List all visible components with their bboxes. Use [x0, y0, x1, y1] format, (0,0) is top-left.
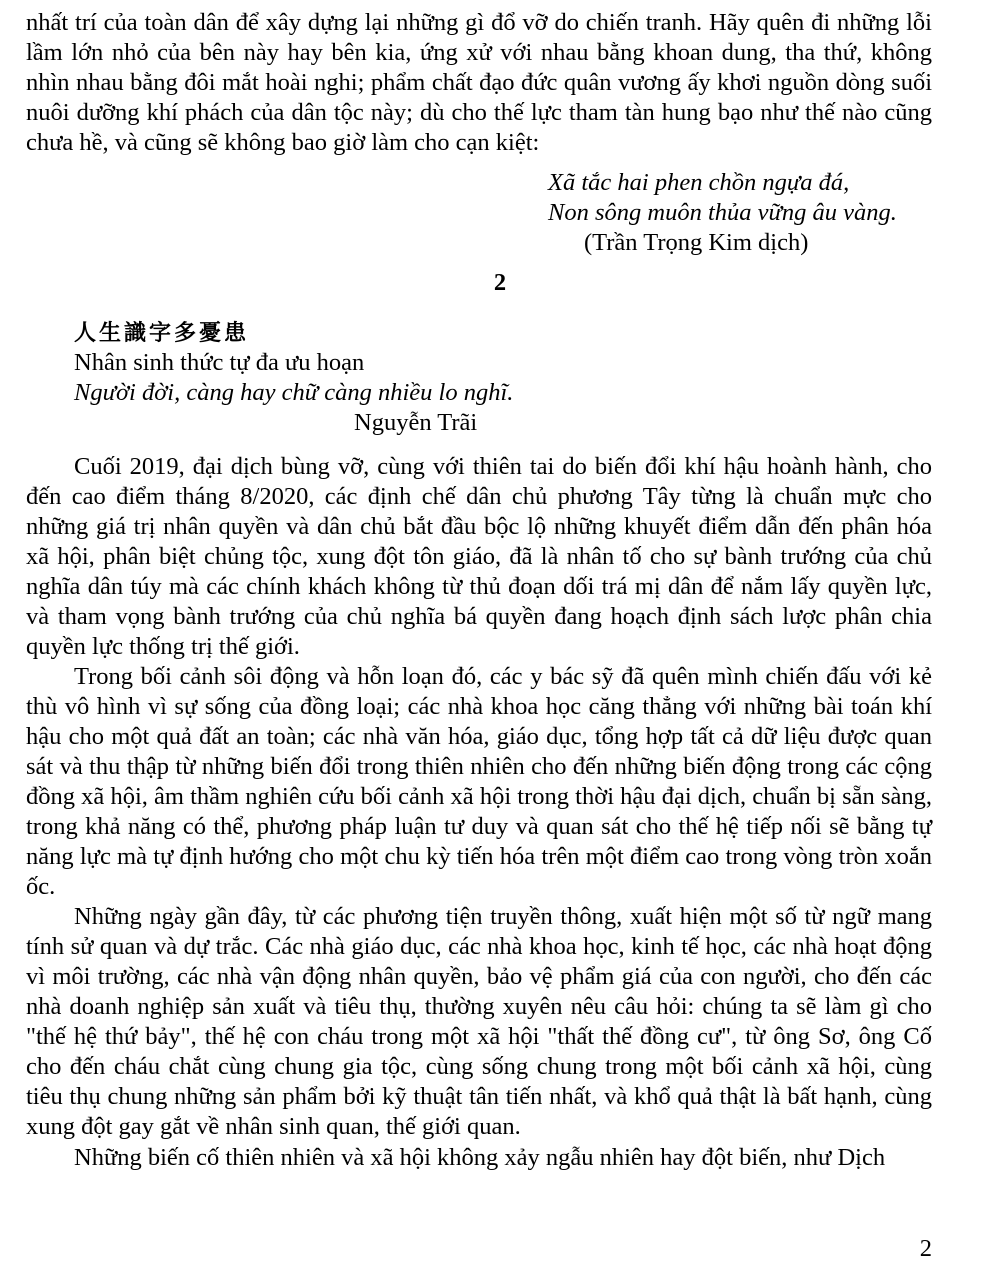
paragraph-1: Cuối 2019, đại dịch bùng vỡ, cùng với thiên tai do biến đổi khí hậu hoành hành, cho đến cao điểm tháng 8/2020, các định chế dân chủ phương Tây từng là chuẩn mực cho những giá trị nhân quyền và dân chủ bắt đầu bộc lộ những khuyết điểm dẫn đến phân hóa xã hội, phân biệt chủng tộc, xung đột tôn giáo, đã là nhân tố cho sự bành trướng của chủ nghĩa dân túy mà các chính khách không từ thủ đoạn dối trá mị dân để nắm lấy quyền lực, và tham vọng bành trướng của chủ nghĩa bá quyền đang hoạch định sách lược phân chia quyền lực thống trị thế giới. [26, 453, 932, 660]
paragraph-3: Những ngày gần đây, từ các phương tiện truyền thông, xuất hiện một số từ ngữ mang tính sử quan và dự trắc. Các nhà giáo dục, các nhà khoa học, kinh tế học, các nhà hoạt động vì môi trường, các nhà vận động nhân quyền, bảo vệ phẩm giá của con người, cho đến các nhà doanh nghiệp sản xuất và tiêu thụ, thường xuyên nêu câu hỏi: chúng ta sẽ làm gì cho "thế hệ thứ bảy", thế hệ con cháu trong một xã hội "thất thế đồng cư", từ ông Sơ, ông Cố cho đến cháu chắt cùng chung gia tộc, cùng sống chung trong một bối cảnh xã hội, cùng tiêu thụ chung những sản phẩm bởi kỹ thuật tân tiến nhất, và khổ quả thật là bất hạnh, cùng xung đột gay gắt về nhân sinh quan, thế giới quan. [26, 903, 932, 1140]
paragraph-2: Trong bối cảnh sôi động và hỗn loạn đó, các y bác sỹ đã quên mình chiến đấu với kẻ thù vô hình vì sự sống của đồng loại; các nhà khoa học căng thẳng với những bài toán khí hậu cho một quả đất an toàn; các nhà văn hóa, giáo dục, tổng hợp tất cả dữ liệu được quan sát và thu thập từ những biến đổi trong thiên nhiên cho đến những biến động trong các cộng đồng xã hội, âm thầm nghiên cứu bối cảnh xã hội trong thời hậu đại dịch, chuẩn bị sẵn sàng, trong khả năng có thể, phương pháp luận tư duy và quan sát cho thế hệ tiếp nối sẽ bằng tự năng lực mà tự định hướng cho một chu kỳ tiến hóa trên một điểm cao trong vòng tròn xoắn ốc. [26, 663, 932, 900]
verse-line-1: Xã tắc hai phen chồn ngựa đá, [548, 169, 850, 196]
verse-quote [548, 168, 968, 258]
verse-credit: (Trần Trọng Kim dịch) [584, 229, 809, 256]
section-number: 2 [493, 269, 507, 296]
epigraph-author: Nguyễn Trãi [354, 409, 478, 436]
paragraph-4: Những biến cố thiên nhiên và xã hội không xảy ngẫu nhiên hay đột biến, như Dịch [74, 1144, 886, 1171]
page-number: 2 [919, 1235, 932, 1262]
verse-line-2: Non sông muôn thủa vững âu vàng. [548, 199, 897, 226]
epigraph-han-characters: 人生識字多憂患 [74, 320, 250, 346]
epigraph-translation: Người đời, càng hay chữ càng nhiều lo nghĩ. [74, 379, 514, 406]
epigraph-sino-vietnamese: Nhân sinh thức tự đa ưu hoạn [74, 349, 365, 376]
paragraph-intro-continued: nhất trí của toàn dân để xây dựng lại những gì đổ vỡ do chiến tranh. Hãy quên đi những lỗi lầm lớn nhỏ của bên này hay bên kia, ứng xử với nhau bằng khoan dung, tha thứ, không nhìn nhau bằng đôi mắt hoài nghi; phẩm chất đạo đức quân vương ấy khơi nguồn dòng suối nuôi dưỡng khí phách của dân tộc này; dù cho thế lực tham tàn hung bạo như thế nào cũng chưa hề, và cũng sẽ không bao giờ làm cho cạn kiệt: [26, 9, 932, 156]
epigraph [74, 318, 774, 438]
